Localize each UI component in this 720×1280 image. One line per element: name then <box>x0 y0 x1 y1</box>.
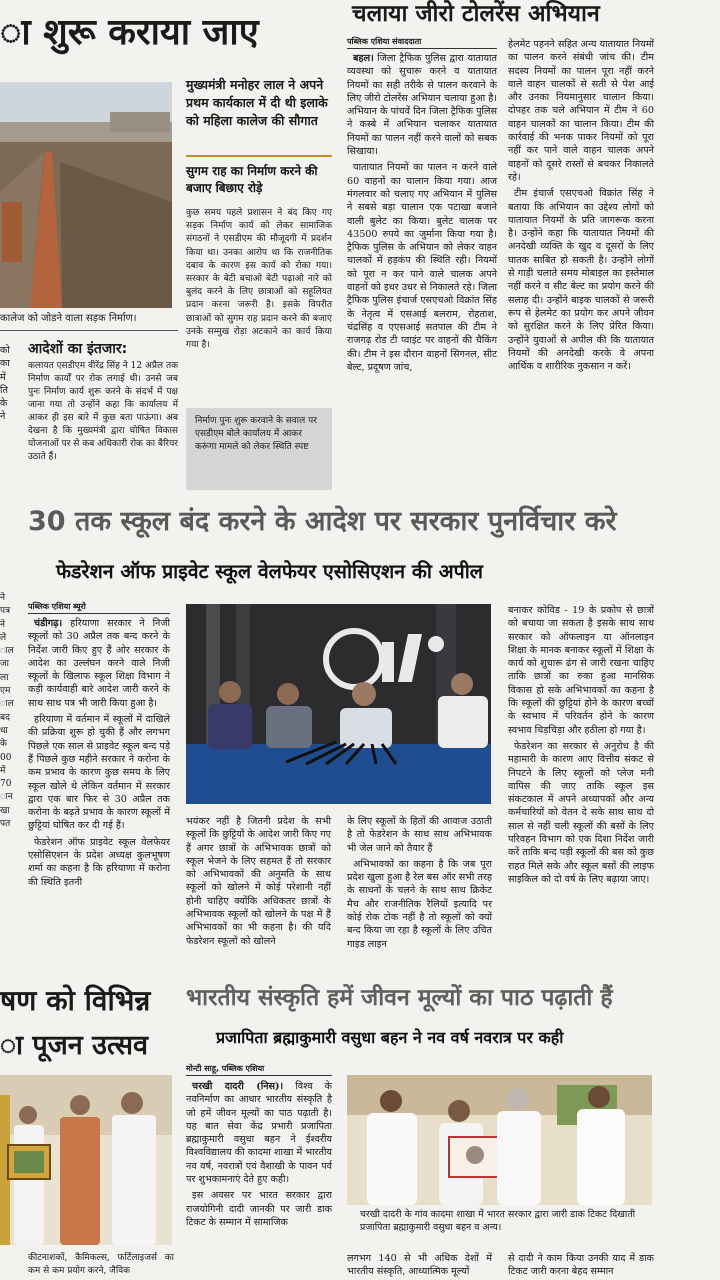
info-box <box>186 408 332 490</box>
culture-dateline: चरखी दादरी (निस)। <box>192 1081 284 1092</box>
subheadline-culture: प्रजापिता ब्रह्माकुमारी वसुधा बहन ने नव वर्ष नवरात्र पर कही <box>216 1028 564 1047</box>
school-column-3 <box>347 815 492 954</box>
school-col1c-text: फेडरेशन ऑफ प्राइवेट स्कूल वेलफेयर एसोसिएशन के प्रदेश अध्यक्ष कुलभूषण शर्मा का कहना है कि हरियाणा में करोना की स्थिति इतनी <box>28 836 170 888</box>
body-orders: कलायत एसडीएम वीरेंद्र सिंह ने 12 अप्रैल तक निर्माण कार्यों पर रोक लगाई थी। उनसे जब पुनः निर्माण कार्य शुरू करने के संदर्भ में पक्ष जाना गया तो उन्होंने कहा कि कार्यालय में आकर ही इस बारे में कुछ बता पाऊंगा। अब देखना है कि मुख्यमंत्री द्वारा घोषित विकास योजनाओं पर से कब अधिकारी रोक का बैरियर उठाते हैं। <box>28 361 178 462</box>
divider <box>186 155 332 157</box>
intro-cm-college: मुख्यमंत्री मनोहर लाल ने अपने प्रथम कार्यकाल में दी थी इलाके को महिला कालेज की सौगात <box>186 77 328 128</box>
divider <box>0 330 178 331</box>
headline-bottom-left-1: षण को विभिन्न <box>0 984 151 1017</box>
school-col3b-text: अभिभावकों का कहना है कि जब पूरा प्रदेश खुला हुआ है रेल बस ऑर सभी तरह के साधनों के चलने के साथ साथ क्रिकेट मैच और राजनीतिक रैलियों इत्यादि पर कोई रोक टोक नहीं है तो स्कूलों को क्यों बन्द किया जा रहा है स्कूलों के लिए उचित गाइड लाइन <box>347 858 492 950</box>
body-road-obstacle: कुछ समय पहले प्रशासन ने बंद किए गए सड़क निर्माण कार्य को लेकर सामाजिक संगठनों ने एसडीएम की मौजूदगी में प्रदर्शन किया था। उनका आरोप था कि राजनीतिक दबाव के कारण इस कार्य को रोका गया। सरकार के बेटी बचाओ बेटी पढ़ाओ नारे को बुलंद करने के लिए छात्राओं को सहूलियत प्रदान करना जरूरी है। इसके विपरीत छात्राओं को सुगम राह प्रदान करने की बजाए उनके सम्मुख रोड़ा अटकाने का कार्य किया गया है। <box>186 208 332 351</box>
photo-stamp-release <box>347 1075 652 1205</box>
school-column-1 <box>28 617 170 892</box>
school-col4-text: बनाकर कोविड - 19 के प्रकोप से छात्रों को बचाया जा सकता है इसके साथ साथ सरकार को ऑफलाइन या ऑनलाइन शिक्षा के मानक बनाकर स्कूलों में शिक्षा के कार्य को शुचारू ढंग से जारी रखना चाहिए ताकि छात्रों का रुका हुआ मानसिक विकास हो सके अभिभावकों का कहना है कि स्कूलों की छुट्टियां होने के कारण बच्चों के स्वभाव में परिवर्तन होने के कारण स्वभाव चिड़चिड़ा और हठीला हो गया है। <box>508 605 654 736</box>
school-col1b-text: हरियाणा में वर्तमान में स्कूलों में दाखिले की प्रक्रिया शुरू हो चुकी हैं और लगभग पिछले एक साल से प्राइवेट स्कूल बन्द पड़े हैं पिछले कुछ महीने सरकार ने करोना के कम प्रभाव के कारण कुछ समय के लिए स्कूल खोले थे लेकिन वर्तमान में सरकार द्वारा एक बार फिर से 30 अप्रैल तक करोना के बढ़ते प्रभाव के कारण स्कूलों में छुट्टियां घोषित कर दी गई हैं। <box>28 714 170 832</box>
byline-zero-tolerance: पब्लिक एशिया संवाददाता <box>347 36 497 49</box>
subhead-road-obstacle: सुगम राह का निर्माण करने की बजाए बिछाए रोड़े <box>186 164 318 195</box>
subheadline-school: फेडरेशन ऑफ प्राइवेट स्कूल वेलफेयर एसोसिएशन की अपील <box>56 560 483 583</box>
zt-col2-text: हेलमेट पहनने सहित अन्य यातायात नियमों का पालन करने संबंधी जांच की। टीम सदस्य नियमों का पालन पूरा नहीं करने वाले वाहन चालकों से सती से पेश आई और उनका नियमानुसार चालान किया। दोपहर तक चले अभियान में टीम ने 60 वाहन चालकों का चालान किया। टीम की कार्रवाई की भनक पाकर नियमों को पूरा नहीं कर पाने वाले वाहन चालक अपने वाहनों को दूसरे रास्तों से बचकर निकालते रहे। <box>508 39 654 183</box>
culture-column-2: लगभग 140 से भी अधिक देशों में भारतीय संस्कृति, आध्यात्मिक मूल्यों <box>347 1253 492 1278</box>
photo-caption-road: कालेज को जोडने वाला सड़क निर्माण। <box>0 313 137 324</box>
culture-column-3: से दादी ने काम किया उनकी याद में डाक टिकट जारी करना बेहद सम्मान <box>508 1253 654 1278</box>
bottom-left-footer: कीटनाशकों, कैमिकल्स, फर्टिलाइजर्स का कम से कम प्रयोग करने, जैविक <box>28 1253 174 1276</box>
culture-col1b-text: इस अवसर पर भारत सरकार द्वारा राजयोगिनी दादी जानकी पर जारी डाक टिकट के सम्मान में सामाजिक <box>186 1190 332 1228</box>
photo-press-conference <box>186 604 491 804</box>
culture-col1-text: विश्व के नवनिर्माण का आधार भारतीय संस्कृति है जो हमें जीवन मूल्यों का पाठ पढ़ाती है। यह बात सेवा केंद्र प्रभारी प्रजापिता ब्रह्माकुमारी वसुधा बहन ने ईश्वरीय विश्वविद्यालय की कादमा शाखा में भारतीय नव वर्ष, नवरात्रों एवं वैशाखी के पावन पर्व पर शुभकामनाएं देते हुए कही। <box>186 1081 332 1186</box>
school-column-2 <box>186 815 331 951</box>
photo-caption-stamp: चरखी दादरी के गांव कादमा शाखा में भारत सरकार द्वारा जारी डाक टिकट दिखाती प्रजापिता ब्रह्माकुमारी वसुधा बहन व अन्य। <box>360 1209 636 1233</box>
school-column-4 <box>508 604 654 889</box>
school-col1-text: हरियाणा सरकार ने निजी स्कूलों को 30 अप्रैल तक बन्द करने के निर्देश जारी किए हुए हैं ओर सरकार के आदेश का उल्लंघन करने वाले निजी स्कूलों के खिलाफ स्कूल शिक्षा विभाग ने कड़ी कार्यवाही बारे आदेश जारी करने के साथ साथ पत्र भी जारी किया हुआ है। <box>28 618 170 709</box>
zt-column-1 <box>347 52 497 377</box>
byline-culture: मोन्टी साहू, पब्लिक एशिया <box>186 1063 332 1076</box>
info-box-text: निर्माण पुनः शुरू करवाने के सवाल पर एसडीएम बोले कार्यालय में आकर करूंगा मामले को लेकर स्थिति स्पष्ट <box>195 416 317 452</box>
zt-column-2 <box>508 38 654 376</box>
zt-col1-text: जिला ट्रैफिक पुलिस द्वारा यातायात व्यवस्था को सुचारू करने व यातायात नियमों का सही तरीके से पालन करवाने के लिए जीरो टोलरेंस अभियान चलाया हुआ है। अभियान के पांचवें दिन जिला ट्रैफिक पुलिस ने कस्बे में अभियान चलाकर यातायात नियमों का पालन नहीं करने वालों को सबक सिखाया। <box>347 53 497 158</box>
school-col4b-text: फेडरेशन का सरकार से अनुरोध है की महामारी के कारण आए वित्तीय संकट से निपटने के लिए स्कूलों को प्लेज मनी वापिस की जाए ताकि स्कूल इस संकटकाल में अपने अध्यापकों और अन्य कर्मचारियों को वेतन दे सके साथ साथ दो साल से नहीं चली स्कूलों की बसों के लिए परिवहन विभाग को एक दिशा निर्देश जारी करें ताकि बन्द पड़ी स्कूलों की बस को कुछ राहत मिले सके और स्कूल बसों की लाइफ साइकिल को दो वर्ष के लिए बढ़ाया जाए। <box>508 740 654 885</box>
headline-culture: भारतीय संस्कृति हमें जीवन मूल्यों का पाठ पढ़ाती हैं <box>186 985 613 1011</box>
zt-col2b-text: टीम इंचार्ज एसएचओ विक्रांत सिंह ने बताया कि अभियान का उद्देश्य लोगों को यातायात नियमों के प्रति जागरूक करना है। उन्होंने कहा कि यातायात नियमों की अनदेखी व्यक्ति के खुद व दूसरों के लिए घातक साबित हो सकती है। उन्होंने लोगों से गाड़ी चलाते समय मोबाइल का इस्तेमाल नहीं करने व सीट बेल्ट का प्रयोग करने की सलाह दी। उन्होंने बाइक चालकों से जरूरी रूप से हेलमेट का प्रयोग कर अपने जीवन को सुरक्षित करने के लिए प्रेरित किया। उन्होंने युवाओं से अपील की कि यातायात नियमों की अनदेखी करके वे अपना आर्थिक व शारीरिक नुकसान न करें। <box>508 188 654 373</box>
headline-bottom-left-2: ा पूजन उत्सव <box>0 1030 148 1061</box>
school-col3-text: के लिए स्कूलों के हितों की आवाज उठाती है तो फेडरेशन के साथ साथ अभिभावक भी जेल जाने को तैयार हैं <box>347 816 492 854</box>
subhead-orders: आदेशों का इंतजार: <box>28 341 128 357</box>
headline-construction: ा शुरू कराया जाए <box>0 12 259 53</box>
headline-zero-tolerance: चलाया जीरो टोलरेंस अभियान <box>352 1 600 27</box>
culture-column-1 <box>186 1080 332 1232</box>
byline-school: पब्लिक एशिया ब्यूरो <box>28 601 170 614</box>
headline-school: 30 तक स्कूल बंद करने के आदेश पर सरकार पुनर्विचार करे <box>28 506 617 537</box>
photo-road-construction <box>0 82 172 308</box>
school-col2-text: भयंकर नहीं है जितनी प्रदेश के सभी स्कूलों कि छुट्टियों के आदेश जारी किए गए हैं अगर छात्रों के अभिभावक छात्रों को स्कूल भेजने के लिए सहमत हैं तो सरकार को अभिभावकों की अनुमति के साथ स्कूलों को खोलने में कोई परेशानी नहीं होनी चाहिए क्योंकि अधिकतर छात्रों के अभिभावक स्कूलों को खोलने के पक्ष में हैं अभिभावकों का भी कहना है। की यदि फेडरेशन स्कूलों को खोलने <box>186 816 331 947</box>
school-dateline: चंडीगढ़। <box>34 618 63 629</box>
school-left-stubs: ने पत्र ने ले ाल जा ला एम ाल बद धा के 00 में 70 ान खा पत <box>0 593 14 830</box>
photo-puja-event <box>0 1075 172 1245</box>
left-column-stubs: को का में ति के ने <box>0 345 10 423</box>
zt-col1b-text: यातायात नियमों का पालन न करने वाले 60 वाहनों का चालान किया गया। आज मंगलवार को चलाए गए अभियान में पुलिस ने सबसे बड़ा चालान एक पटाखा बजाने वाली बुलेट का किया। बुलेट चालक पर 43500 रुपये का जुर्माना किया गया है। ट्रैफिक पुलिस के अभियान को लेकर वाहन चालकों में हड़कंप की स्थिति रही। नियमों को पूरा न कर पाने वाले चालक अपने वाहनों को इधर उधर से निकालते रहे। जिला ट्रैफिक पुलिस इंचार्ज एसएचओ विक्रांत सिंह के नेतृत्व में एसआई बलराम, रोहताश, चंद्रसिंह व एएसआई सतपाल की टीम ने राजगढ़ रोड टी प्वाइंट पर वाहनों की चैकिंग की। टीम ने इस दौरान वाहनों सिगनल, सीट बेल्ट, प्रदूषण जांच, <box>347 162 497 373</box>
zt-dateline: बहल। <box>353 53 374 64</box>
